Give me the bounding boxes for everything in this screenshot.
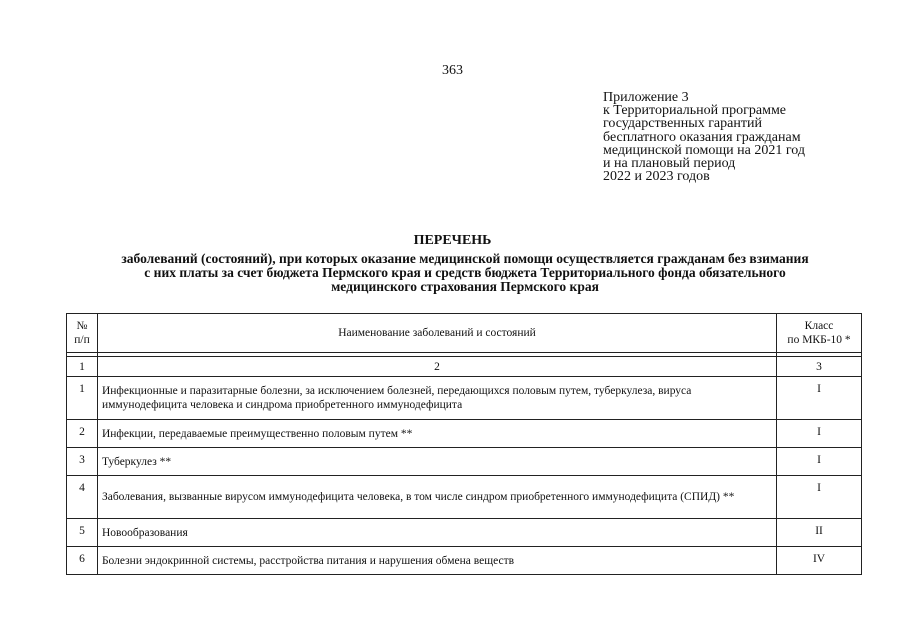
subtitle-line: заболеваний (состояний), при которых оказание медицинской помощи осуществляется гражданам без взимания	[121, 251, 809, 266]
header-name: Наименование заболеваний и состояний	[97, 314, 776, 353]
document-subtitle	[70, 252, 860, 294]
row-icd-class: IV	[777, 547, 862, 575]
document-title: ПЕРЕЧЕНЬ	[413, 233, 492, 248]
table-row	[67, 547, 862, 575]
appendix-line: к Территориальной программе	[603, 103, 787, 119]
appendix-note	[603, 91, 883, 183]
table-row	[67, 420, 862, 448]
appendix-line: 2022 и 2023 годов	[603, 169, 710, 185]
disease-table	[66, 313, 862, 575]
appendix-line: медицинской помощи на 2021 год	[603, 142, 805, 158]
appendix-line: и на плановый период	[603, 156, 736, 172]
appendix-line: Приложение 3	[603, 90, 689, 105]
header-class	[777, 314, 862, 353]
row-disease-name: Инфекционные и паразитарные болезни, за исключением болезней, передающихся половым путем, туберкулеза, вируса иммунодефицита человека и синдрома приобретенного иммунодефицита	[97, 377, 776, 420]
table-row	[67, 519, 862, 547]
subtitle-line: медицинского страхования Пермского края	[331, 279, 599, 294]
row-disease-name: Новообразования	[97, 519, 776, 547]
row-disease-name: Инфекции, передаваемые преимущественно половым путем **	[97, 420, 776, 448]
row-number: 1	[67, 377, 98, 420]
table-row	[67, 448, 862, 476]
row-icd-class: I	[777, 377, 862, 420]
row-icd-class: II	[777, 519, 862, 547]
row-number: 6	[67, 547, 98, 575]
header-class-line: по МКБ-10 *	[787, 334, 851, 346]
column-index: 3	[777, 357, 862, 377]
row-number: 5	[67, 519, 98, 547]
appendix-line: бесплатного оказания гражданам	[603, 129, 801, 145]
row-number: 4	[67, 476, 98, 519]
header-class-line: Класс	[804, 320, 834, 332]
row-disease-name: Болезни эндокринной системы, расстройства питания и нарушения обмена веществ	[97, 547, 776, 575]
row-disease-name: Заболевания, вызванные вирусом иммунодефицита человека, в том числе синдром приобретенного иммунодефицита (СПИД) **	[97, 476, 776, 519]
row-number: 2	[67, 420, 98, 448]
appendix-line: государственных гарантий	[603, 116, 762, 132]
row-disease-name: Туберкулез **	[97, 448, 776, 476]
table-header-row	[67, 314, 862, 353]
row-icd-class: I	[777, 448, 862, 476]
column-index: 1	[67, 357, 98, 377]
column-index-row	[67, 357, 862, 377]
page-number: 363	[442, 63, 463, 78]
column-index: 2	[97, 357, 776, 377]
table-row	[67, 377, 862, 420]
subtitle-line: с них платы за счет бюджета Пермского края и средств бюджета Территориального фонда обязательного	[144, 265, 786, 280]
header-number-line: №	[76, 320, 88, 332]
header-number	[67, 314, 98, 353]
row-number: 3	[67, 448, 98, 476]
row-icd-class: I	[777, 420, 862, 448]
row-icd-class: I	[777, 476, 862, 519]
table-row	[67, 476, 862, 519]
header-number-line: п/п	[74, 334, 90, 346]
